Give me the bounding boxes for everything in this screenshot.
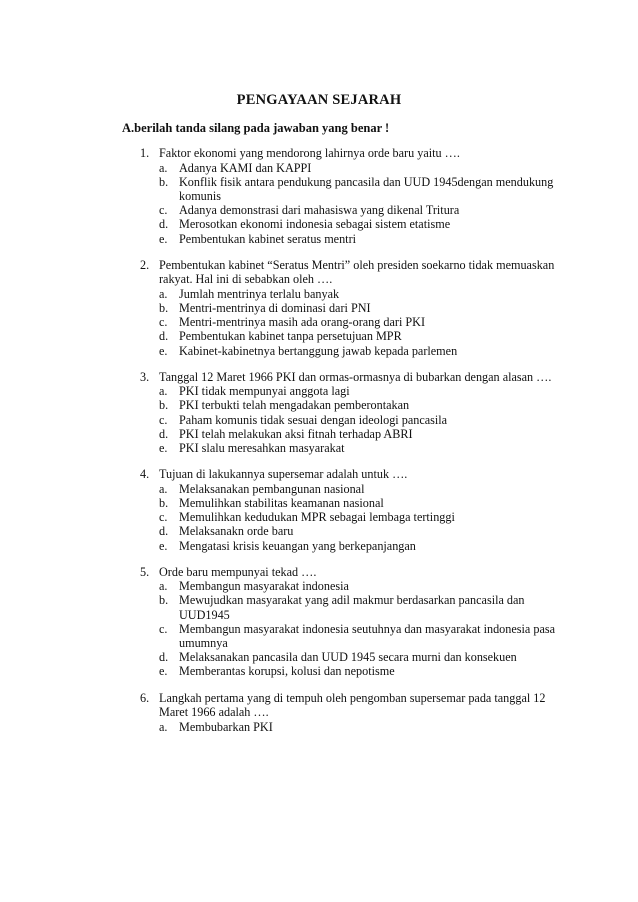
option-text: Melaksanakan pembangunan nasional: [179, 481, 365, 496]
option-text: Jumlah mentrinya terlalu banyak: [179, 286, 340, 301]
option-letter: a.: [159, 384, 168, 399]
option-text: Mengatasi krisis keuangan yang berkepanjangan: [179, 538, 416, 553]
answer-option: [159, 539, 560, 553]
option-letter: b.: [159, 174, 169, 189]
option-text: PKI terbukti telah mengadakan pemberontakan: [179, 398, 410, 413]
answer-option: [159, 232, 560, 246]
question-5: [140, 565, 560, 679]
option-letter: e.: [159, 343, 168, 358]
option-text: Pembentukan kabinet tanpa persetujuan MPR: [179, 329, 402, 344]
answer-option: [159, 510, 560, 524]
answer-option: [159, 650, 560, 664]
answer-option: [159, 524, 560, 538]
option-letter: e.: [159, 231, 168, 246]
option-text: Mentri-mentrinya masih ada orang-orang dari PKI: [179, 315, 426, 330]
answer-option: [159, 664, 560, 678]
option-text: Memberantas korupsi, kolusi dan nepotisme: [179, 664, 395, 679]
answer-option: [159, 329, 560, 343]
question-4: [140, 467, 560, 553]
option-text: Mewujudkan masyarakat yang adil makmur berdasarkan pancasila dan UUD1945: [179, 593, 525, 622]
question-text: Langkah pertama yang di tempuh oleh pengomban supersemar pada tanggal 12 Maret 1966 adalah ….: [159, 690, 546, 720]
option-list: [159, 720, 560, 734]
option-text: Merosotkan ekonomi indonesia sebagai sistem etatisme: [179, 217, 451, 232]
answer-option: [159, 441, 560, 455]
answer-option: [159, 496, 560, 510]
option-letter: e.: [159, 664, 168, 679]
answer-option: [159, 593, 560, 621]
option-text: Kabinet-kabinetnya bertanggung jawab kepada parlemen: [179, 343, 458, 358]
question-2: [140, 258, 560, 358]
option-text: Membangun masyarakat indonesia: [179, 579, 349, 594]
option-letter: a.: [159, 579, 168, 594]
answer-option: [159, 301, 560, 315]
question-text: Pembentukan kabinet “Seratus Mentri” oleh presiden soekarno tidak memuaskan rakyat. Hal ini di sebabkan oleh ….: [159, 257, 555, 287]
option-list: [159, 161, 560, 246]
option-text: Konflik fisik antara pendukung pancasila dan UUD 1945dengan mendukung komunis: [179, 174, 554, 203]
option-list: [159, 384, 560, 455]
page-title: PENGAYAAN SEJARAH: [236, 92, 402, 108]
option-text: Melaksanakn orde baru: [179, 524, 294, 539]
option-letter: c.: [159, 412, 168, 427]
question-3: [140, 370, 560, 456]
answer-option: [159, 315, 560, 329]
option-text: Membangun masyarakat indonesia seutuhnya dan masyarakat indonesia pasa umumnya: [179, 621, 556, 651]
question-text: Tanggal 12 Maret 1966 PKI dan ormas-ormasnya di bubarkan dengan alasan ….: [159, 369, 552, 384]
option-letter: c.: [159, 203, 168, 218]
question-text: Faktor ekonomi yang mendorong lahirnya orde baru yaitu ….: [159, 146, 460, 160]
option-letter: e.: [159, 441, 168, 456]
option-letter: e.: [159, 538, 168, 553]
option-letter: d.: [159, 217, 169, 232]
question-6: [140, 691, 560, 734]
option-list: [159, 287, 560, 358]
option-text: PKI slalu meresahkan masyarakat: [179, 441, 345, 456]
question-number: 4.: [140, 467, 150, 482]
answer-option: [159, 344, 560, 358]
option-letter: c.: [159, 315, 168, 330]
question-number: 5.: [140, 564, 150, 579]
option-list: [159, 482, 560, 553]
answer-option: [159, 161, 560, 175]
answer-option: [159, 287, 560, 301]
question-list: [140, 146, 560, 746]
option-letter: c.: [159, 621, 168, 636]
option-text: Adanya KAMI dan KAPPI: [179, 160, 312, 175]
question-number: 1.: [140, 146, 150, 160]
option-text: Adanya demonstrasi dari mahasiswa yang dikenal Tritura: [179, 203, 460, 218]
option-text: PKI telah melakukan aksi fitnah terhadap ABRI: [179, 426, 413, 441]
answer-option: [159, 579, 560, 593]
question-1: [140, 146, 560, 246]
answer-option: [159, 175, 560, 203]
question-text: Orde baru mempunyai tekad ….: [159, 564, 317, 579]
answer-option: [159, 217, 560, 231]
option-letter: d.: [159, 426, 169, 441]
answer-option: [159, 482, 560, 496]
option-letter: a.: [159, 160, 168, 175]
option-text: Membubarkan PKI: [179, 719, 273, 734]
answer-option: [159, 622, 560, 650]
answer-option: [159, 398, 560, 412]
option-text: PKI tidak mempunyai anggota lagi: [179, 384, 350, 399]
option-letter: a.: [159, 719, 168, 734]
option-letter: b.: [159, 398, 169, 413]
option-letter: d.: [159, 650, 169, 665]
option-letter: a.: [159, 481, 168, 496]
question-number: 6.: [140, 690, 150, 705]
option-list: [159, 579, 560, 678]
question-number: 2.: [140, 257, 150, 272]
option-text: Memulihkan stabilitas keamanan nasional: [179, 495, 384, 510]
option-letter: b.: [159, 300, 169, 315]
option-letter: b.: [159, 495, 169, 510]
answer-option: [159, 720, 560, 734]
question-number: 3.: [140, 369, 150, 384]
option-text: Mentri-mentrinya di dominasi dari PNI: [179, 300, 371, 315]
answer-option: [159, 427, 560, 441]
option-text: Paham komunis tidak sesuai dengan ideologi pancasila: [179, 412, 448, 427]
answer-option: [159, 384, 560, 398]
option-letter: b.: [159, 593, 169, 608]
answer-option: [159, 203, 560, 217]
option-letter: a.: [159, 286, 168, 301]
option-text: Melaksanakan pancasila dan UUD 1945 secara murni dan konsekuen: [179, 650, 517, 665]
answer-option: [159, 413, 560, 427]
option-letter: d.: [159, 329, 169, 344]
option-letter: c.: [159, 510, 168, 525]
option-text: Memulihkan kedudukan MPR sebagai lembaga tertinggi: [179, 510, 455, 525]
option-text: Pembentukan kabinet seratus mentri: [179, 231, 357, 246]
question-text: Tujuan di lakukannya supersemar adalah untuk ….: [159, 467, 408, 482]
instruction: A.berilah tanda silang pada jawaban yang benar !: [122, 121, 390, 135]
option-letter: d.: [159, 524, 169, 539]
